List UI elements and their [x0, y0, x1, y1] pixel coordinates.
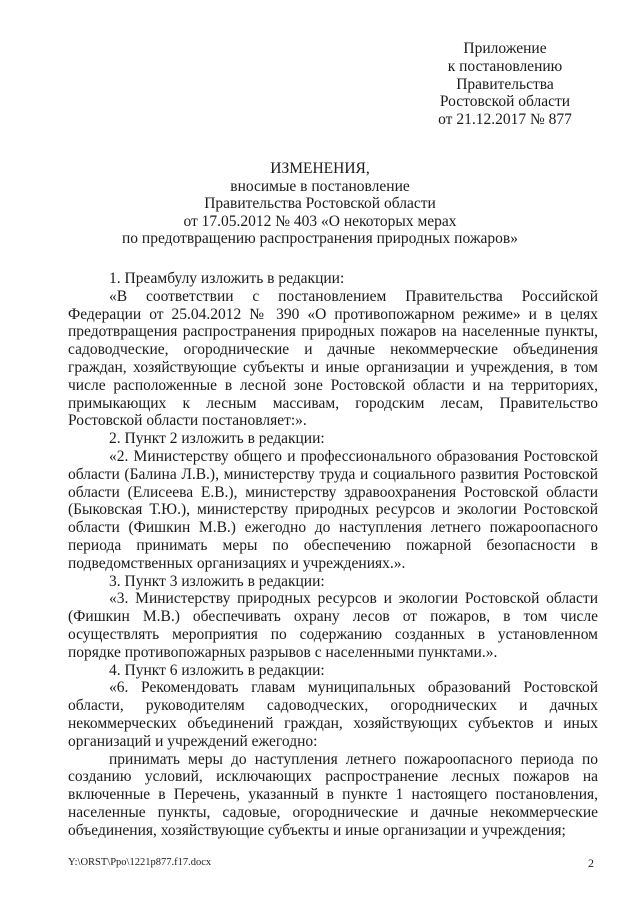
title-line: ИЗМЕНЕНИЯ, [270, 160, 370, 177]
title-line: по предотвращению распространения природных пожаров» [121, 230, 518, 248]
document-body [68, 270, 598, 840]
paragraph: «2. Министерству общего и профессионального образования Ростовской области (Балина Л.В.), министерству труда и социального развития Ростовской области (Елисеева Е.В.), министерству здравоохранения Ростовской области (Быковская Т.Ю.), министерству природных ресурсов и экологии Ростовской области (Фишкин М.В.) ежегодно до наступления летнего пожароопасного периода принимать меры по обеспечению пожарной безопасности в подведомственных организациях и учреждениях.». [68, 447, 598, 572]
page-number: 2 [588, 856, 594, 870]
page-footer [68, 856, 598, 870]
appendix-header [400, 40, 610, 129]
paragraph: «В соответствии с постановлением Правительства Российской Федерации от 25.04.2012 № 390 «О противопожарном режиме» и в целях предотвращения распространения природных пожаров на населенные пункты, садоводческие, огороднические и дачные некоммерческие объединения граждан, хозяйствующие субъекты и иные организации и учреждения, в том числе расположенные в лесной зоне Ростовской области и на территориях, примыкающих к лесным массивам, городским лесам, Правительство Ростовской области постановляет:». [68, 287, 598, 430]
appendix-line: к постановлению [447, 57, 563, 75]
paragraph: 1. Преамбулу изложить в редакции: [109, 270, 345, 287]
appendix-line: Правительства [456, 75, 554, 93]
paragraph: 4. Пункт 6 изложить в редакции: [109, 661, 325, 679]
paragraph: 2. Пункт 2 изложить в редакции: [109, 430, 325, 448]
paragraph: «3. Министерству природных ресурсов и экологии Ростовской области (Фишкин М.В.) обеспечивать охрану лесов от пожаров, в том числе осуществлять мероприятия по содержанию созданных в установленном порядке противопожарных разрывов с населенными пунктами.». [68, 590, 598, 661]
title-line: Правительства Ростовской области [204, 195, 436, 213]
document-title [60, 160, 580, 248]
appendix-line: от 21.12.2017 № 877 [438, 111, 572, 129]
paragraph: принимать меры до наступления летнего пожароопасного периода по созданию условий, исключающих распространение лесных пожаров на включенные в Перечень, указанный в пункте 1 настоящего постановления, населенные пункты, садовые, огороднические и дачные некоммерческие объединения, хозяйствующие субъекты и иные организации и учреждения; [68, 750, 598, 839]
file-path: Y:\ORST\Ppo\1221p877.f17.docx [68, 857, 212, 868]
paragraph: «6. Рекомендовать главам муниципальных образований Ростовской области, руководителям садоводческих, огороднических и дачных некоммерческих объединений граждан, хозяйствующих субъектов и иных организаций и учреждений ежегодно: [68, 679, 598, 750]
title-line: вносимые в постановление [230, 177, 410, 195]
appendix-line: Ростовской области [439, 93, 571, 111]
paragraph: 3. Пункт 3 изложить в редакции: [109, 572, 325, 590]
appendix-line: Приложение [463, 40, 547, 57]
title-line: от 17.05.2012 № 403 «О некоторых мерах [183, 212, 457, 230]
